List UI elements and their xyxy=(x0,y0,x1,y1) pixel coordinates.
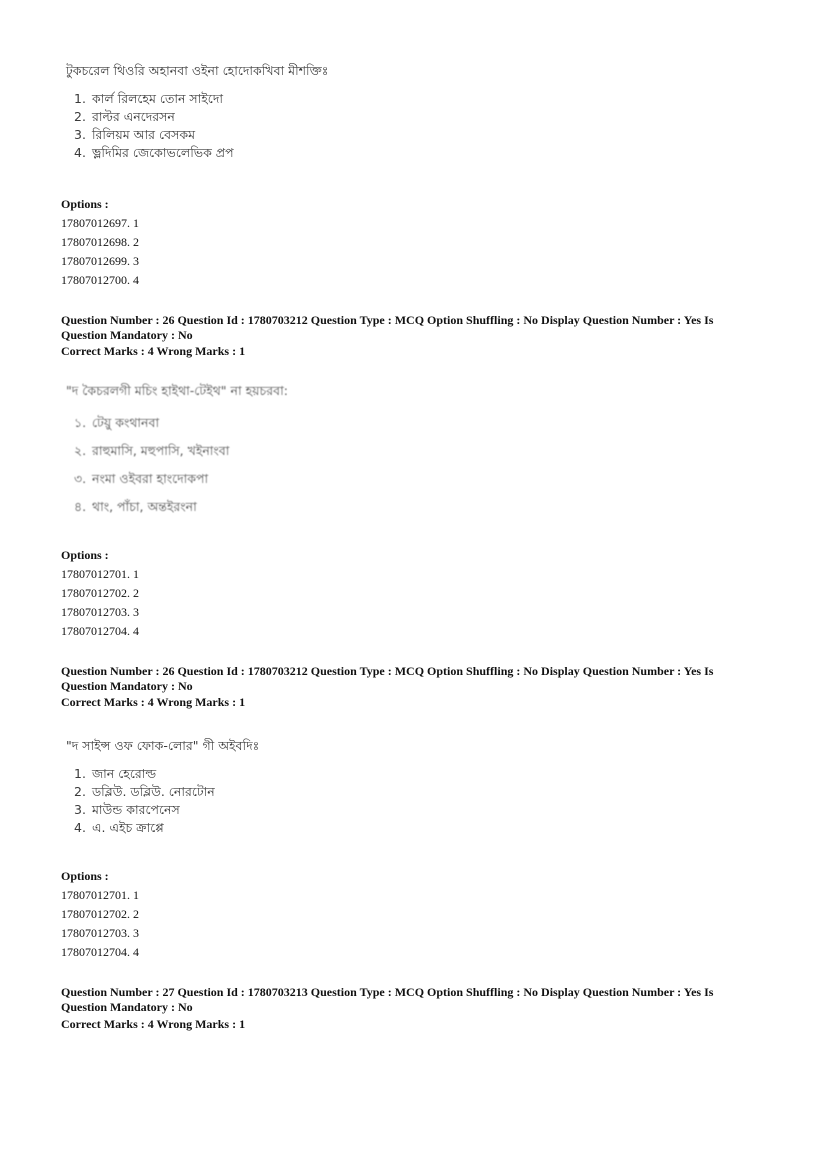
option-text: টেয়ু কংথানবা xyxy=(91,415,160,430)
options-heading: Options : xyxy=(61,197,109,211)
option-text: থাং, পাঁচা, অন্তইরংনা xyxy=(91,499,197,514)
question-option xyxy=(74,437,288,465)
question-mandatory: Question Mandatory : No xyxy=(61,328,193,342)
question-option xyxy=(74,108,328,126)
question-option xyxy=(74,126,328,144)
question-mandatory: Question Mandatory : No xyxy=(61,679,193,693)
option-text: মাউন্ড কারপেনেস xyxy=(91,802,180,817)
option-number: ৪. xyxy=(74,499,87,514)
option-id: 17807012697. 1 xyxy=(61,216,139,230)
option-text: ডব্লিউ. ডব্লিউ. নোরটোন xyxy=(91,784,215,799)
question-option xyxy=(74,465,288,493)
option-id: 17807012700. 4 xyxy=(61,273,139,287)
option-number: 4. xyxy=(74,145,86,160)
question-header-line: Question Number : 27 Question Id : 1780703213 Question Type : MCQ Option Shuffling : No Display Question Number : Yes Is xyxy=(61,985,714,999)
option-id: 17807012704. 4 xyxy=(61,624,139,638)
option-number: 2. xyxy=(74,784,86,799)
option-id: 17807012698. 2 xyxy=(61,235,139,249)
question-header-line: Question Number : 26 Question Id : 1780703212 Question Type : MCQ Option Shuffling : No Display Question Number : Yes Is xyxy=(61,664,714,678)
option-number: 2. xyxy=(74,109,86,124)
option-id: 17807012704. 4 xyxy=(61,945,139,959)
option-number: 4. xyxy=(74,820,86,835)
question-stem: "দ সাইন্স ওফ ফোক-লোর" গী অইবদিঃ xyxy=(66,738,260,753)
question-marks: Correct Marks : 4 Wrong Marks : 1 xyxy=(61,695,246,709)
option-text: রাল্টর এনদেরসন xyxy=(91,109,175,124)
options-heading: Options : xyxy=(61,869,109,883)
option-number: ২. xyxy=(74,443,87,458)
option-id: 17807012699. 3 xyxy=(61,254,139,268)
question-option xyxy=(74,801,259,819)
option-id: 17807012701. 1 xyxy=(61,888,139,902)
option-text: রিলিয়ম আর বেসকম xyxy=(91,127,196,142)
option-id: 17807012702. 2 xyxy=(61,907,139,921)
question-stem: "দ কৈচরলগী মচিং হাইথা-টেইথ" না হয়চরবা: xyxy=(66,383,288,398)
option-text: এ. এইচ ক্রাপ্পে xyxy=(91,820,164,835)
question-marks: Correct Marks : 4 Wrong Marks : 1 xyxy=(61,344,246,358)
option-text: কার্ল রিলহেম তোন সাইদো xyxy=(91,91,224,106)
option-text: ভ্লদিমির জেকোভলেভিক প্রপ xyxy=(91,145,234,160)
question-option-list xyxy=(66,90,328,162)
option-text: জান হেরোল্ড xyxy=(91,766,157,781)
option-text: নংমা ওইবরা হাংদোকপা xyxy=(91,471,209,486)
question-image xyxy=(66,377,288,521)
question-option xyxy=(74,144,328,162)
options-heading: Options : xyxy=(61,548,109,562)
question-option xyxy=(74,90,328,108)
question-option-list xyxy=(66,765,259,837)
option-id: 17807012703. 3 xyxy=(61,926,139,940)
question-option xyxy=(74,493,288,521)
option-id: 17807012703. 3 xyxy=(61,605,139,619)
option-text: রাহুমাসি, মহুপাসি, খইনাংবা xyxy=(91,443,230,458)
question-header-line: Question Number : 26 Question Id : 1780703212 Question Type : MCQ Option Shuffling : No Display Question Number : Yes Is xyxy=(61,313,714,327)
option-number: 1. xyxy=(74,91,86,106)
question-option-list xyxy=(66,409,288,521)
option-number: 3. xyxy=(74,802,86,817)
option-number: ৩. xyxy=(74,471,87,486)
question-stem: টুকচরেল থিওরি অহানবা ওইনা হোদোকখিবা মীশক্তিঃ xyxy=(66,63,329,78)
question-option xyxy=(74,819,259,837)
question-mandatory: Question Mandatory : No xyxy=(61,1000,193,1014)
question-image xyxy=(66,62,328,162)
option-number: 3. xyxy=(74,127,86,142)
question-option xyxy=(74,783,259,801)
question-option xyxy=(74,409,288,437)
question-marks: Correct Marks : 4 Wrong Marks : 1 xyxy=(61,1017,246,1031)
option-id: 17807012702. 2 xyxy=(61,586,139,600)
option-id: 17807012701. 1 xyxy=(61,567,139,581)
option-number: 1. xyxy=(74,766,86,781)
question-option xyxy=(74,765,259,783)
question-image xyxy=(66,737,259,837)
option-number: ১. xyxy=(74,415,87,430)
